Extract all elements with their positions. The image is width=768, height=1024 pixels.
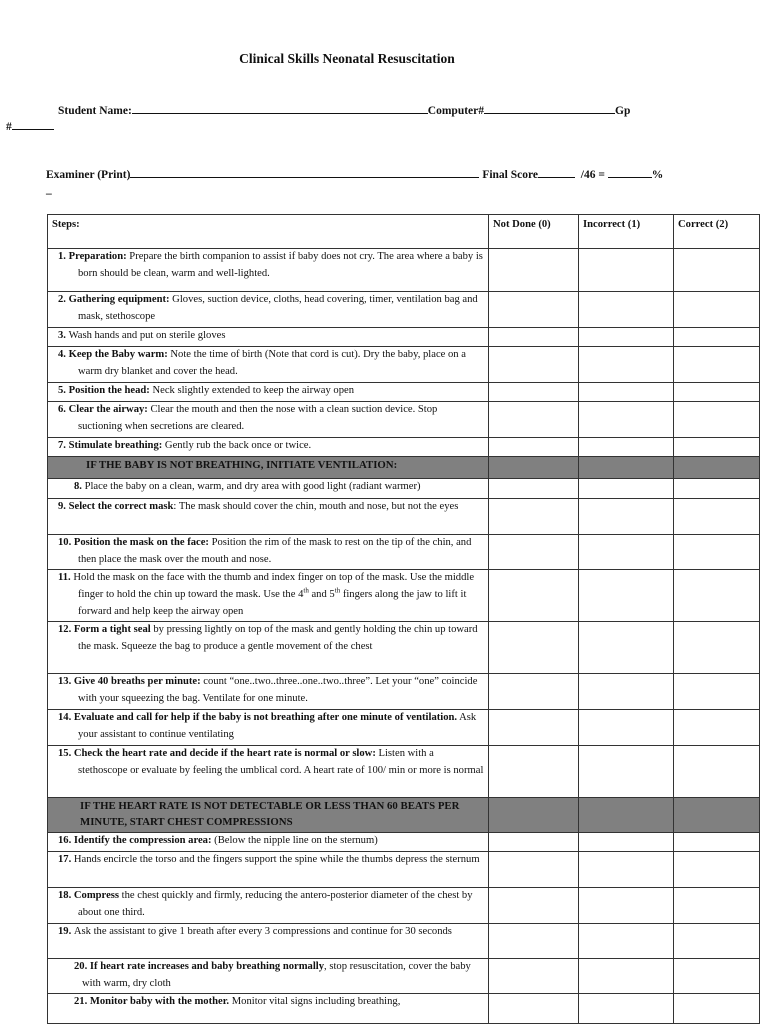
score-correct-cell[interactable]	[674, 292, 760, 328]
step-number: 14.	[58, 712, 74, 723]
score-incorrect-cell[interactable]	[579, 438, 674, 457]
score-incorrect-cell[interactable]	[579, 570, 674, 622]
score-not-done-cell[interactable]	[489, 383, 579, 402]
score-not-done-cell[interactable]	[489, 710, 579, 746]
step-heading: Select the correct mask	[68, 501, 174, 512]
table-header-row	[48, 215, 760, 249]
score-incorrect-cell[interactable]	[579, 622, 674, 674]
score-incorrect-cell[interactable]	[579, 674, 674, 710]
step-number: 16.	[58, 835, 74, 846]
step-text: 12. Form a tight seal by pressing lightly on top of the mask and gently holding the chin up toward the mask. Squeeze the bag to produce a gentle movement of the chest	[48, 622, 489, 674]
score-not-done-cell[interactable]	[489, 292, 579, 328]
step-row	[48, 959, 760, 994]
score-correct-cell[interactable]	[674, 833, 760, 852]
score-not-done-cell[interactable]	[489, 570, 579, 622]
step-row	[48, 710, 760, 746]
step-heading: Position the head:	[68, 385, 150, 396]
step-row	[48, 328, 760, 347]
student-name-field[interactable]	[132, 103, 428, 114]
score-not-done-cell	[489, 457, 579, 479]
group-hash: #	[6, 121, 12, 133]
step-number: 1.	[58, 251, 69, 262]
step-row	[48, 993, 760, 1023]
step-number: 19.	[58, 926, 74, 937]
step-row	[48, 852, 760, 888]
step-text: 6. Clear the airway: Clear the mouth and then the nose with a clean suction device. Stop suctioning when secretions are cleared.	[48, 402, 489, 438]
section-banner-text: IF THE BABY IS NOT BREATHING, INITIATE VENTILATION:	[48, 457, 489, 479]
score-incorrect-cell[interactable]	[579, 249, 674, 292]
score-correct-cell[interactable]	[674, 402, 760, 438]
group-label: Gp	[615, 105, 631, 117]
score-not-done-cell[interactable]	[489, 852, 579, 888]
score-correct-cell[interactable]	[674, 959, 760, 994]
score-not-done-cell[interactable]	[489, 888, 579, 924]
column-header-steps: Steps:	[48, 215, 489, 249]
step-text: 20. If heart rate increases and baby breathing normally, stop resuscitation, cover the baby with warm, dry cloth	[48, 959, 489, 994]
step-heading: Keep the Baby warm:	[68, 349, 168, 360]
step-number: 5.	[58, 385, 69, 396]
score-correct-cell[interactable]	[674, 249, 760, 292]
step-text: 18. Compress the chest quickly and firmly, reducing the antero-posterior diameter of the chest by about one third.	[48, 888, 489, 924]
score-incorrect-cell[interactable]	[579, 383, 674, 402]
score-incorrect-cell[interactable]	[579, 852, 674, 888]
score-not-done-cell[interactable]	[489, 674, 579, 710]
trailing-mark: _	[46, 184, 52, 196]
score-not-done-cell[interactable]	[489, 959, 579, 994]
score-correct-cell[interactable]	[674, 622, 760, 674]
step-number: 15.	[58, 748, 74, 759]
step-row	[48, 249, 760, 292]
score-not-done-cell[interactable]	[489, 479, 579, 499]
score-incorrect-cell[interactable]	[579, 888, 674, 924]
step-row	[48, 402, 760, 438]
score-not-done-cell[interactable]	[489, 746, 579, 798]
score-incorrect-cell[interactable]	[579, 959, 674, 994]
score-not-done-cell[interactable]	[489, 535, 579, 570]
column-header-not-done: Not Done (0)	[489, 215, 579, 249]
computer-number-field[interactable]	[484, 103, 615, 114]
step-text: 10. Position the mask on the face: Position the rim of the mask to rest on the tip of the chin, and then place the mask over the mouth and nose.	[48, 535, 489, 570]
score-incorrect-cell[interactable]	[579, 479, 674, 499]
score-incorrect-cell[interactable]	[579, 402, 674, 438]
step-text: 21. Monitor baby with the mother. Monitor vital signs including breathing,	[48, 993, 489, 1023]
step-row	[48, 292, 760, 328]
score-correct-cell[interactable]	[674, 993, 760, 1023]
score-incorrect-cell	[579, 798, 674, 833]
score-incorrect-cell[interactable]	[579, 924, 674, 959]
step-row	[48, 833, 760, 852]
step-number: 18.	[58, 890, 74, 901]
step-heading: Form a tight seal	[73, 624, 151, 635]
step-number: 7.	[58, 440, 69, 451]
score-correct-cell[interactable]	[674, 570, 760, 622]
score-correct-cell[interactable]	[674, 535, 760, 570]
step-text: 3. Wash hands and put on sterile gloves	[48, 328, 489, 347]
step-text: 13. Give 40 breaths per minute: count “one..two..three..one..two..three”. Let your “one” coincide with your squeezing the bag. Ventilate for one minute.	[48, 674, 489, 710]
score-not-done-cell[interactable]	[489, 622, 579, 674]
student-name-label: Student Name:	[58, 105, 132, 117]
score-incorrect-cell[interactable]	[579, 535, 674, 570]
step-text: 7. Stimulate breathing: Gently rub the back once or twice.	[48, 438, 489, 457]
step-text: 5. Position the head: Neck slightly extended to keep the airway open	[48, 383, 489, 402]
step-number: 21.	[74, 995, 90, 1007]
step-heading: Evaluate and call for help if the baby is not breathing after one minute of ventilation.	[73, 712, 458, 723]
score-correct-cell[interactable]	[674, 674, 760, 710]
step-text: 14. Evaluate and call for help if the baby is not breathing after one minute of ventilation. Ask your assistant to continue ventilating	[48, 710, 489, 746]
step-number: 13.	[58, 676, 74, 687]
step-heading: Preparation:	[68, 251, 127, 262]
step-row	[48, 888, 760, 924]
score-not-done-cell[interactable]	[489, 347, 579, 383]
step-number: 10.	[58, 537, 74, 548]
step-heading: Monitor baby with the mother.	[89, 995, 230, 1007]
step-text: 1. Preparation: Prepare the birth companion to assist if baby does not cry. The area where a baby is born should be clean, warm and well-lighted.	[48, 249, 489, 292]
step-heading: Clear the airway:	[68, 404, 148, 415]
step-text: 15. Check the heart rate and decide if the heart rate is normal or slow: Listen with a stethoscope or evaluate by feeling the umblical cord. A heart rate of 100/ min or more is normal	[48, 746, 489, 798]
step-heading: Give 40 breaths per minute:	[73, 676, 201, 687]
section-banner-text: IF THE HEART RATE IS NOT DETECTABLE OR LESS THAN 60 BEATS PER MINUTE, START CHEST COMPRESSIONS	[48, 798, 489, 833]
score-correct-cell[interactable]	[674, 888, 760, 924]
score-correct-cell	[674, 798, 760, 833]
step-row	[48, 674, 760, 710]
step-row	[48, 924, 760, 959]
step-heading: Position the mask on the face:	[73, 537, 209, 548]
step-number: 8.	[74, 481, 85, 492]
examiner-line	[46, 167, 663, 181]
score-incorrect-cell[interactable]	[579, 347, 674, 383]
step-text: 17. Hands encircle the torso and the fingers support the spine while the thumbs depress the sternum	[48, 852, 489, 888]
step-number: 6.	[58, 404, 69, 415]
score-correct-cell[interactable]	[674, 746, 760, 798]
column-header-correct: Correct (2)	[674, 215, 760, 249]
examiner-label: Examiner (Print)	[46, 169, 131, 181]
form-title: Clinical Skills Neonatal Resuscitation	[239, 51, 455, 66]
section-banner-row	[48, 798, 760, 833]
examiner-field[interactable]	[130, 167, 479, 178]
score-not-done-cell[interactable]	[489, 499, 579, 535]
score-not-done-cell[interactable]	[489, 249, 579, 292]
score-incorrect-cell[interactable]	[579, 292, 674, 328]
final-score-label: Final Score	[482, 169, 538, 181]
step-number: 12.	[58, 624, 74, 635]
step-row	[48, 438, 760, 457]
step-text: 8. Place the baby on a clean, warm, and dry area with good light (radiant warmer)	[48, 479, 489, 499]
step-row	[48, 570, 760, 622]
score-not-done-cell[interactable]	[489, 402, 579, 438]
step-row	[48, 746, 760, 798]
step-heading: Check the heart rate and decide if the heart rate is normal or slow:	[73, 748, 376, 759]
score-correct-cell[interactable]	[674, 499, 760, 535]
column-header-incorrect: Incorrect (1)	[579, 215, 674, 249]
student-info-line	[58, 103, 630, 117]
step-text: 4. Keep the Baby warm: Note the time of birth (Note that cord is cut). Dry the baby, place on a warm dry blanket and cover the head.	[48, 347, 489, 383]
score-not-done-cell[interactable]	[489, 328, 579, 347]
score-total: /46 =	[580, 169, 605, 181]
step-heading: Stimulate breathing:	[68, 440, 163, 451]
final-score-field[interactable]	[538, 167, 575, 178]
score-correct-cell[interactable]	[674, 924, 760, 959]
score-correct-cell[interactable]	[674, 328, 760, 347]
score-correct-cell[interactable]	[674, 438, 760, 457]
computer-label: Computer#	[427, 105, 485, 117]
score-incorrect-cell[interactable]	[579, 499, 674, 535]
score-correct-cell	[674, 457, 760, 479]
score-incorrect-cell[interactable]	[579, 993, 674, 1023]
percent-sign: %	[651, 169, 664, 181]
score-incorrect-cell[interactable]	[579, 833, 674, 852]
group-number-field[interactable]	[12, 119, 54, 130]
step-text: 16. Identify the compression area: (Below the nipple line on the sternum)	[48, 833, 489, 852]
step-number: 20.	[74, 961, 90, 972]
checklist-table	[47, 214, 760, 1024]
score-correct-cell[interactable]	[674, 852, 760, 888]
score-not-done-cell[interactable]	[489, 833, 579, 852]
score-incorrect-cell[interactable]	[579, 746, 674, 798]
score-incorrect-cell[interactable]	[579, 328, 674, 347]
score-incorrect-cell	[579, 457, 674, 479]
step-row	[48, 347, 760, 383]
step-heading: Compress	[73, 890, 120, 901]
step-row	[48, 383, 760, 402]
step-row	[48, 499, 760, 535]
step-heading: Identify the compression area:	[73, 835, 212, 846]
section-banner-row	[48, 457, 760, 479]
score-incorrect-cell[interactable]	[579, 710, 674, 746]
step-text: 2. Gathering equipment: Gloves, suction device, cloths, head covering, timer, ventilation bag and mask, stethoscope	[48, 292, 489, 328]
step-text: 9. Select the correct mask: The mask should cover the chin, mouth and nose, but not the eyes	[48, 499, 489, 535]
score-correct-cell[interactable]	[674, 383, 760, 402]
step-number: 2.	[58, 294, 69, 305]
score-correct-cell[interactable]	[674, 479, 760, 499]
group-number-line	[6, 119, 54, 133]
step-number: 4.	[58, 349, 69, 360]
step-text: 11. Hold the mask on the face with the thumb and index finger on top of the mask. Use the middle finger to hold the chin up toward the mask. Use the 4th and 5th fingers along the jaw to lift it forward and help keep the airway open	[48, 570, 489, 622]
step-number: 9.	[58, 501, 69, 512]
step-row	[48, 535, 760, 570]
score-correct-cell[interactable]	[674, 710, 760, 746]
score-not-done-cell[interactable]	[489, 438, 579, 457]
step-heading: Gathering equipment:	[68, 294, 170, 305]
step-heading: If heart rate increases and baby breathing normally	[89, 961, 325, 972]
step-number: 11.	[58, 572, 74, 583]
score-not-done-cell[interactable]	[489, 993, 579, 1023]
step-number: 17.	[58, 854, 74, 865]
step-text: 19. Ask the assistant to give 1 breath after every 3 compressions and continue for 30 seconds	[48, 924, 489, 959]
percent-field[interactable]	[608, 167, 652, 178]
step-number: 3.	[58, 330, 69, 341]
step-row	[48, 622, 760, 674]
score-not-done-cell[interactable]	[489, 924, 579, 959]
score-not-done-cell	[489, 798, 579, 833]
step-row	[48, 479, 760, 499]
score-correct-cell[interactable]	[674, 347, 760, 383]
